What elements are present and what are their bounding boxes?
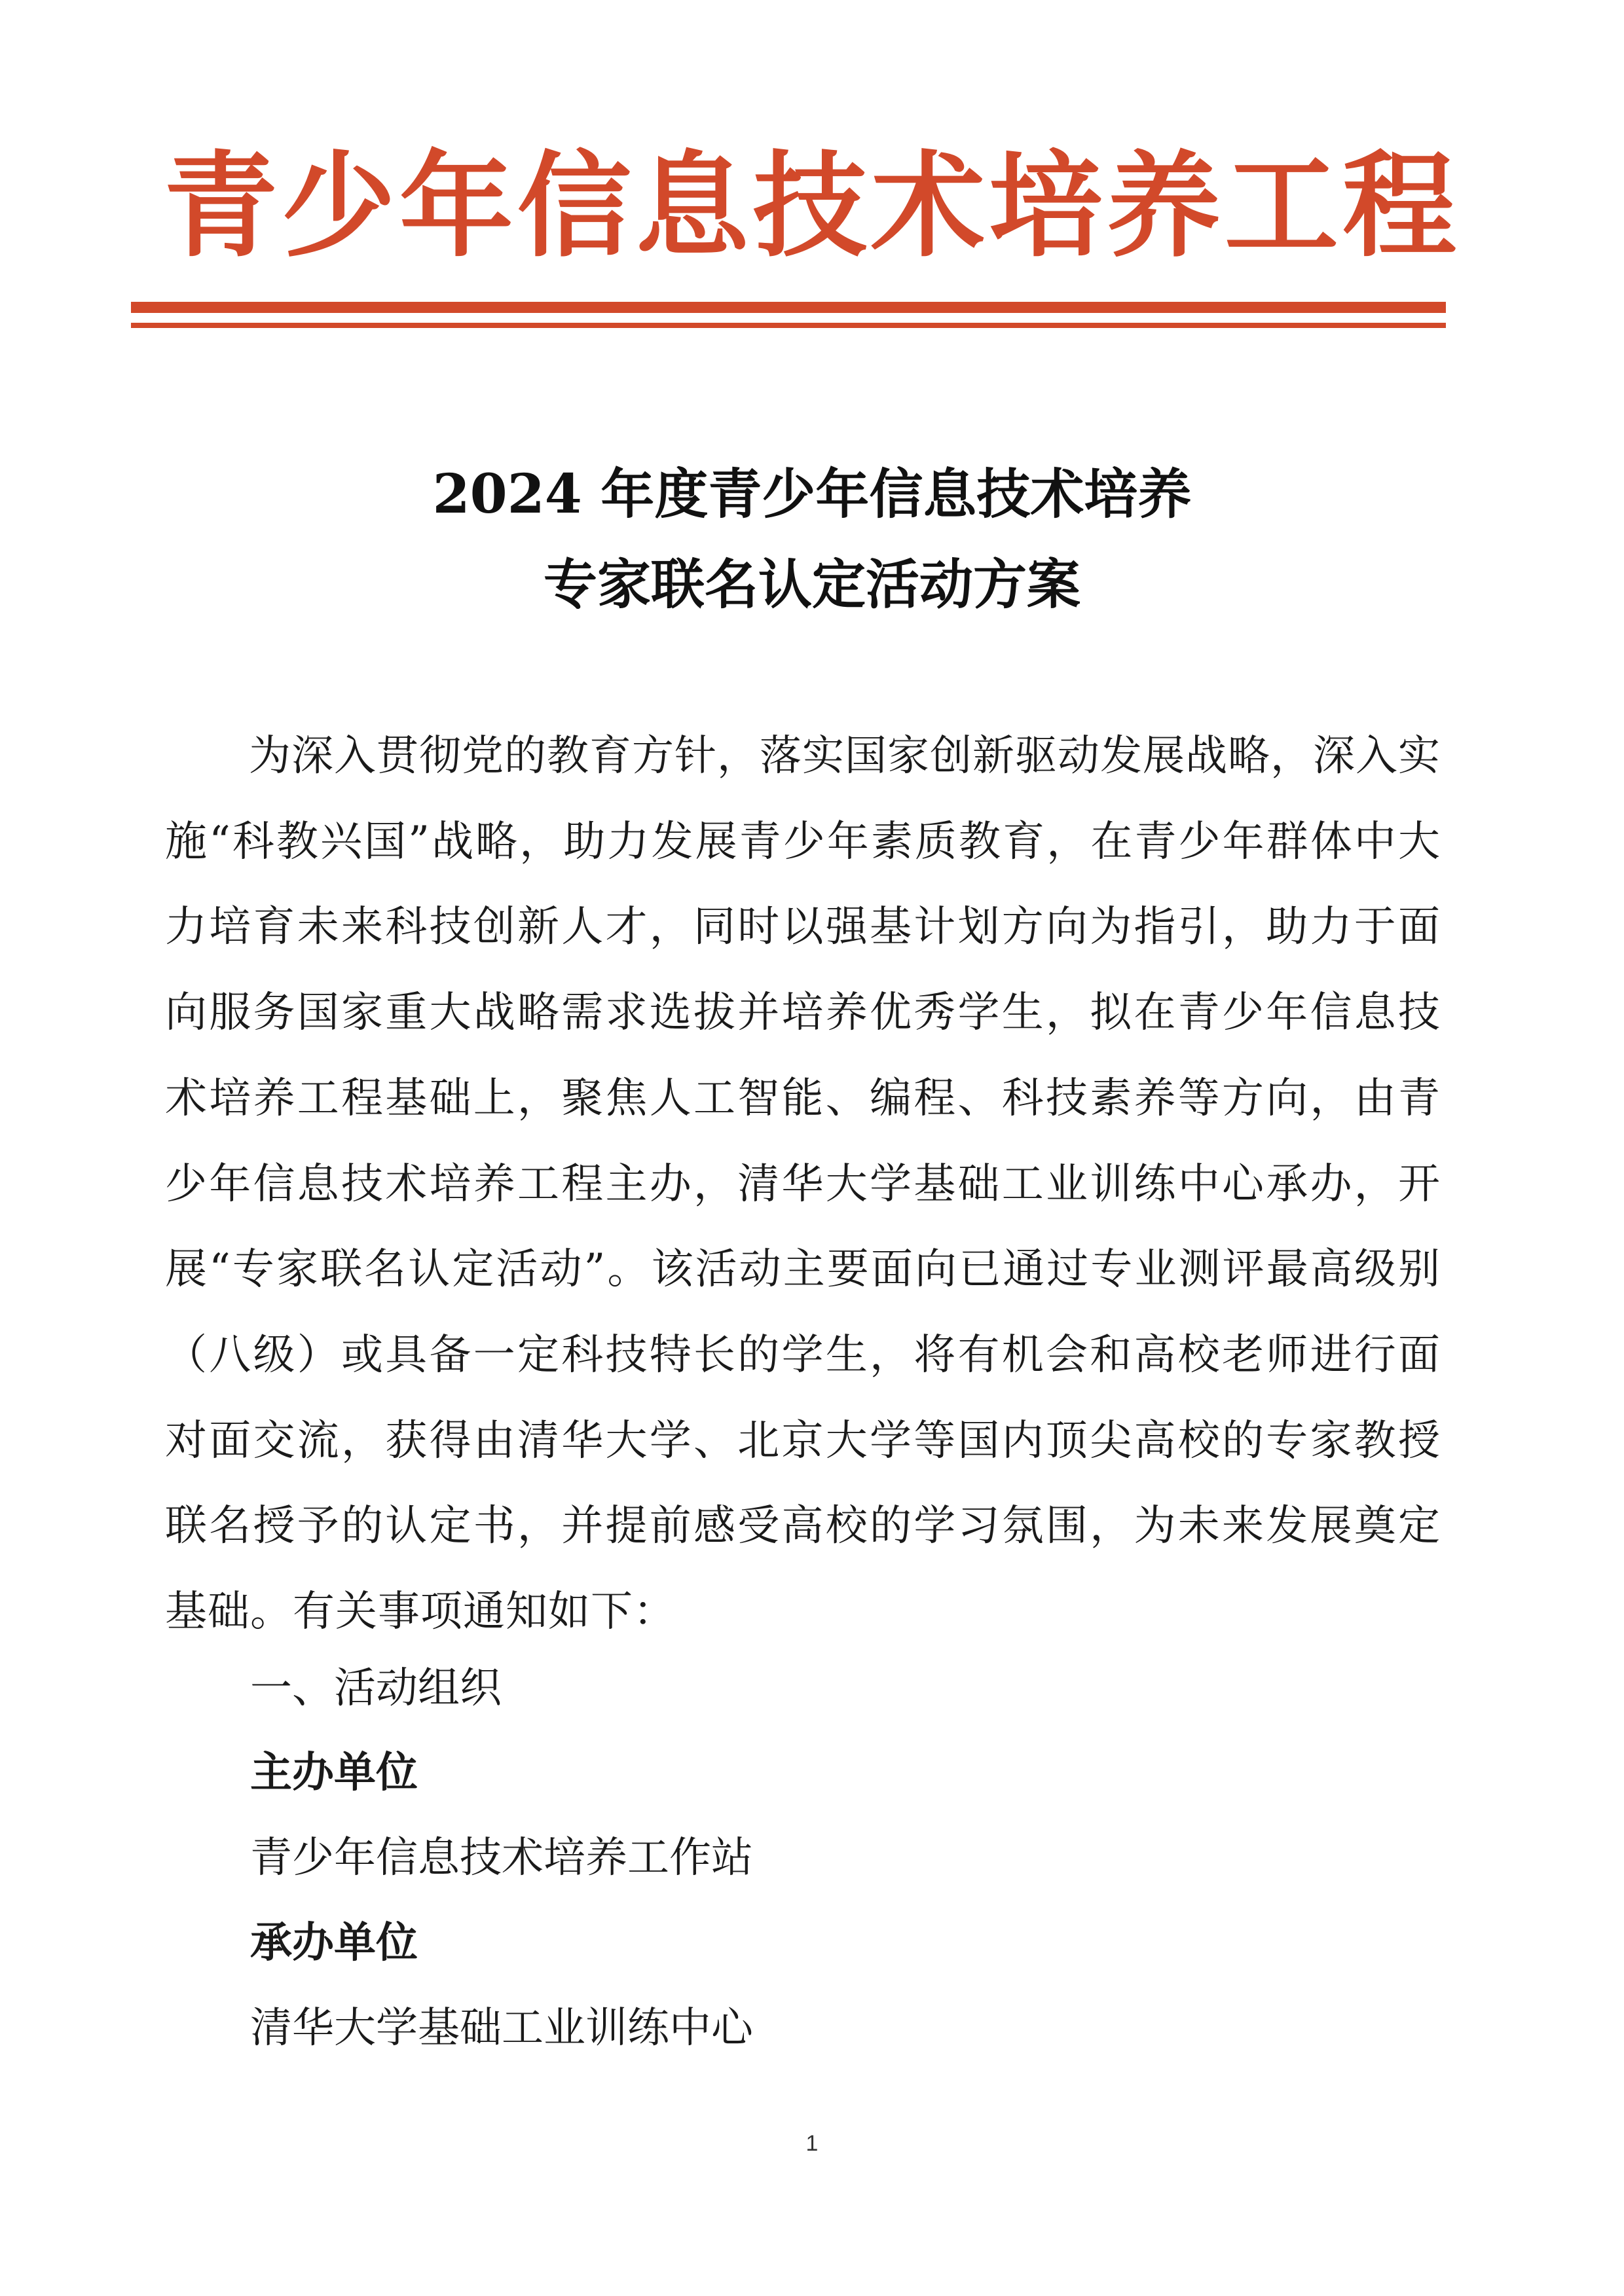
- host-unit-label: 主办单位: [250, 1748, 418, 1797]
- page-number: 1: [805, 2131, 819, 2156]
- intro-paragraph: 为深入贯彻党的教育方针，落实国家创新驱动发展战略，深入实施“科教兴国”战略，助力发展青少年素质教育，在青少年群体中大力培育未来科技创新人才，同时以强基计划方向为指引，助力于面向服务国家重大战略需求选拔并培养优秀学生，拟在青少年信息技术培养工程基础上，聚焦人工智能、编程、科技素养等方向，由青少年信息技术培养工程主办，清华大学基础工业训练中心承办，开展“专家联名认定活动”。该活动主要面向已通过专业测评最高级别（八级）或具备一定科技特长的学生，将有机会和高校老师进行面对面交流，获得由清华大学、北京大学等国内顶尖高校的专家教授联名授予的认定书，并提前感受高校的学习氛围，为未来发展奠定基础。有关事项通知如下：: [165, 732, 1441, 1637]
- document-title-line-1: 2024 年度青少年信息技术培养: [432, 463, 1192, 526]
- masthead-rule-thick: [131, 302, 1446, 313]
- masthead-rule-thin: [131, 323, 1446, 328]
- document-title-line-2: 专家联名认定活动方案: [543, 553, 1080, 616]
- host-unit-value: 青少年信息技术培养工作站: [250, 1834, 753, 1882]
- masthead-title: 青少年信息技术培养工程: [164, 139, 1461, 273]
- organizer-unit-label: 承办单位: [250, 1918, 418, 1967]
- organizer-unit-value: 清华大学基础工业训练中心: [250, 2004, 753, 2052]
- section-heading-activity-organization: 一、活动组织: [250, 1664, 502, 1713]
